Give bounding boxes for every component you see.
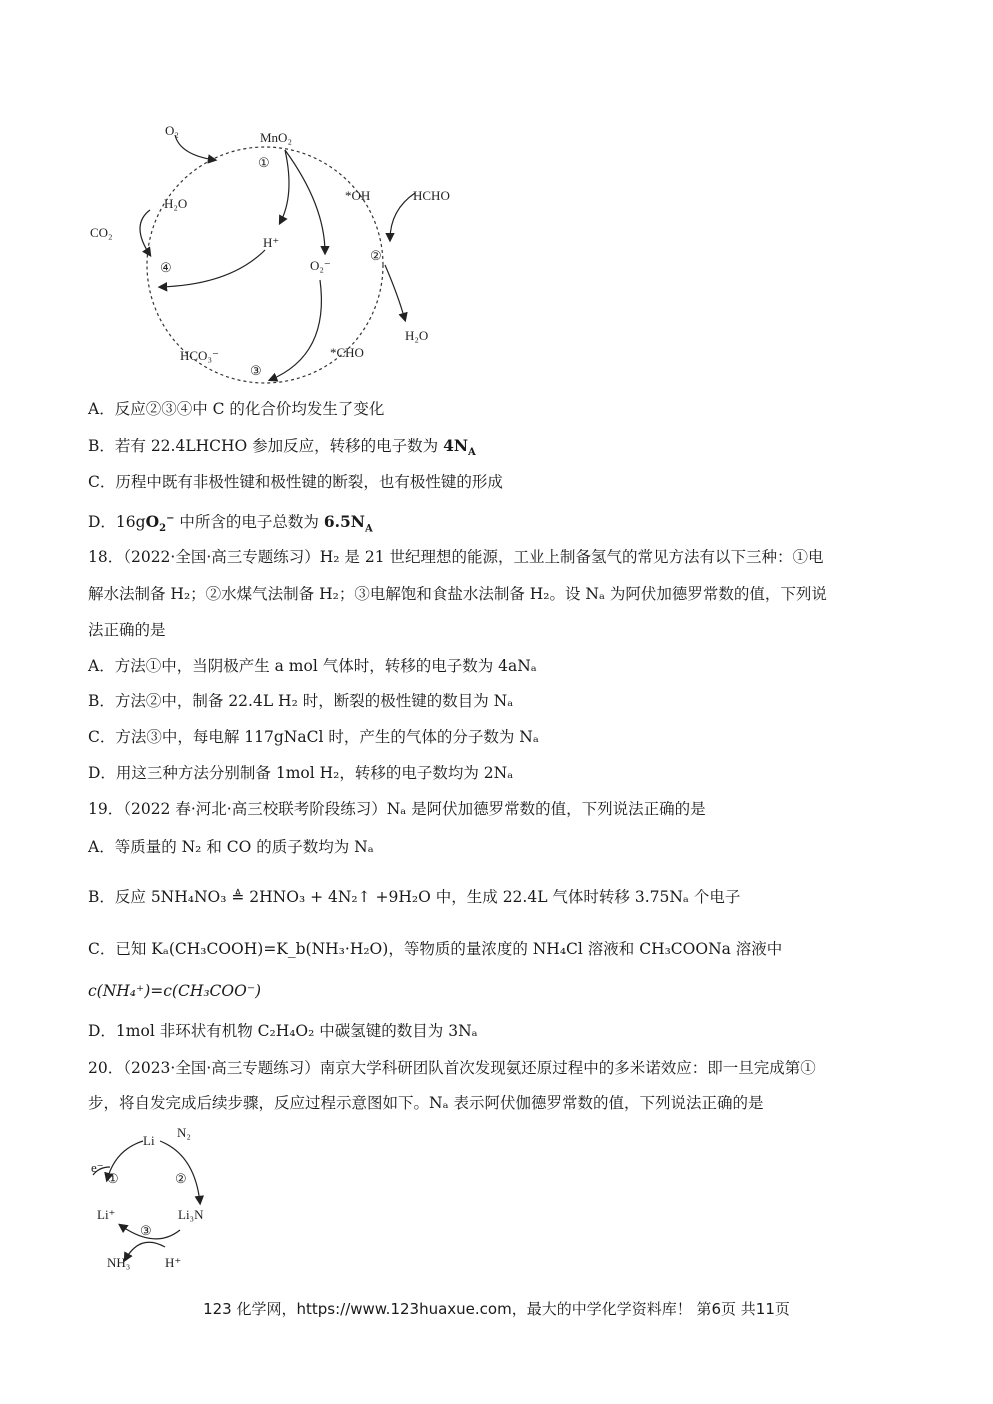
label-hco3: HCO₃⁻	[180, 348, 219, 363]
label-hplus: H⁺	[263, 235, 280, 250]
label-h2o-right: H₂O	[405, 328, 429, 343]
q17-d-mid: 中所含的电子总数为	[174, 513, 324, 532]
label-li: Li	[143, 1133, 155, 1148]
label-nh3: NH₃	[107, 1255, 131, 1270]
label-o2: O₂	[165, 123, 179, 138]
q17-d-text: D．16g	[88, 513, 146, 532]
q17-option-a: A．反应②③④中 C 的化合价均发生了变化	[88, 400, 385, 418]
q20-stem-line1: 20．（2023·全国·高三专题练习）南京大学科研团队首次发现氨还原过程中的多米诺效应：即一旦完成第①	[88, 1059, 816, 1077]
q17-option-c: C．历程中既有非极性键和极性键的断裂，也有极性键的形成	[88, 473, 503, 491]
q20-stem-line2: 步，将自发完成后续步骤，反应过程示意图如下。Nₐ 表示阿伏伽德罗常数的值，下列说法正确的是	[88, 1094, 764, 1112]
label-hcho: HCHO	[413, 188, 450, 203]
q19-option-c-line1: C．已知 Kₐ(CH₃COOH)=K_b(NH₃·H₂O)，等物质的量浓度的 NH₄Cl 溶液和 CH₃COONa 溶液中	[88, 940, 783, 958]
label-hplus-2: H⁺	[165, 1255, 182, 1270]
page-footer: 123 化学网，https://www.123huaxue.com，最大的中学化学资料库！ 第6页 共11页	[203, 1300, 790, 1318]
q17-option-d: D．$16gO_2^-$ 中所含的电子总数为 $6.5N_A$	[88, 512, 373, 535]
label-n2: N₂	[177, 1125, 191, 1140]
label-cho: *CHO	[330, 345, 364, 360]
q17-b-text: B．若有 22.4LHCHO 参加反应，转移的电子数为	[88, 437, 444, 455]
q19-option-c-line2: c(NH₄⁺)=c(CH₃COO⁻)	[88, 982, 262, 1000]
q18-option-a: A．方法①中，当阴极产生 a mol 气体时，转移的电子数为 4aNₐ	[88, 657, 537, 675]
step-4: ④	[160, 260, 172, 275]
label-o2minus: O₂⁻	[310, 258, 331, 273]
step-1: ①	[258, 155, 270, 170]
label-h2o-left: H₂O	[164, 196, 188, 211]
nitrogen-reduction-diagram	[85, 1125, 225, 1275]
label-e: e⁻	[91, 1160, 104, 1175]
q18-option-d: D．用这三种方法分别制备 1mol H₂，转移的电子数均为 2Nₐ	[88, 764, 514, 782]
q18-stem-line3: 法正确的是	[88, 621, 166, 639]
label-co2: CO₂	[90, 225, 113, 240]
q17-d-value: 6.5N	[323, 512, 365, 532]
q19-option-d: D．1mol 非环状有机物 C₂H₄O₂ 中碳氢键的数目为 3Nₐ	[88, 1022, 478, 1040]
q17-b-value: 4N	[443, 436, 469, 455]
reaction-cycle-diagram	[80, 115, 480, 395]
step2-2: ②	[175, 1171, 187, 1186]
step2-3: ③	[140, 1223, 152, 1238]
q19-stem: 19．（2022 春·河北·高三校联考阶段练习）Nₐ 是阿伏加德罗常数的值，下列说法正确的是	[88, 800, 706, 818]
q19-option-b: B．反应 5NH₄NO₃ ≜ 2HNO₃ + 4N₂↑ +9H₂O 中，生成 22.4L 气体时转移 3.75Nₐ 个电子	[88, 888, 741, 906]
q18-option-c: C．方法③中，每电解 117gNaCl 时，产生的气体的分子数为 Nₐ	[88, 728, 539, 746]
q18-stem-line2: 解水法制备 H₂；②水煤气法制备 H₂；③电解饱和食盐水法制备 H₂。设 Nₐ 为阿伏加德罗常数的值，下列说	[88, 585, 827, 603]
q18-stem-line1: 18．（2022·全国·高三专题练习）H₂ 是 21 世纪理想的能源，工业上制备氢气的常见方法有以下三种：①电	[88, 548, 824, 566]
label-liplus: Li⁺	[97, 1207, 116, 1222]
label-oh: *OH	[345, 188, 371, 203]
q18-option-b: B．方法②中，制备 22.4L H₂ 时，断裂的极性键的数目为 Nₐ	[88, 692, 514, 710]
q17-option-b: B．若有 22.4LHCHO 参加反应，转移的电子数为 $4N_A$	[88, 436, 476, 459]
label-li3n: Li₃N	[178, 1207, 204, 1222]
step-3: ③	[250, 363, 262, 378]
step-2: ②	[370, 248, 382, 263]
label-mno2: MnO₂	[260, 130, 292, 145]
q19-option-a: A．等质量的 N₂ 和 CO 的质子数均为 Nₐ	[88, 838, 374, 856]
step2-1: ①	[107, 1171, 119, 1186]
